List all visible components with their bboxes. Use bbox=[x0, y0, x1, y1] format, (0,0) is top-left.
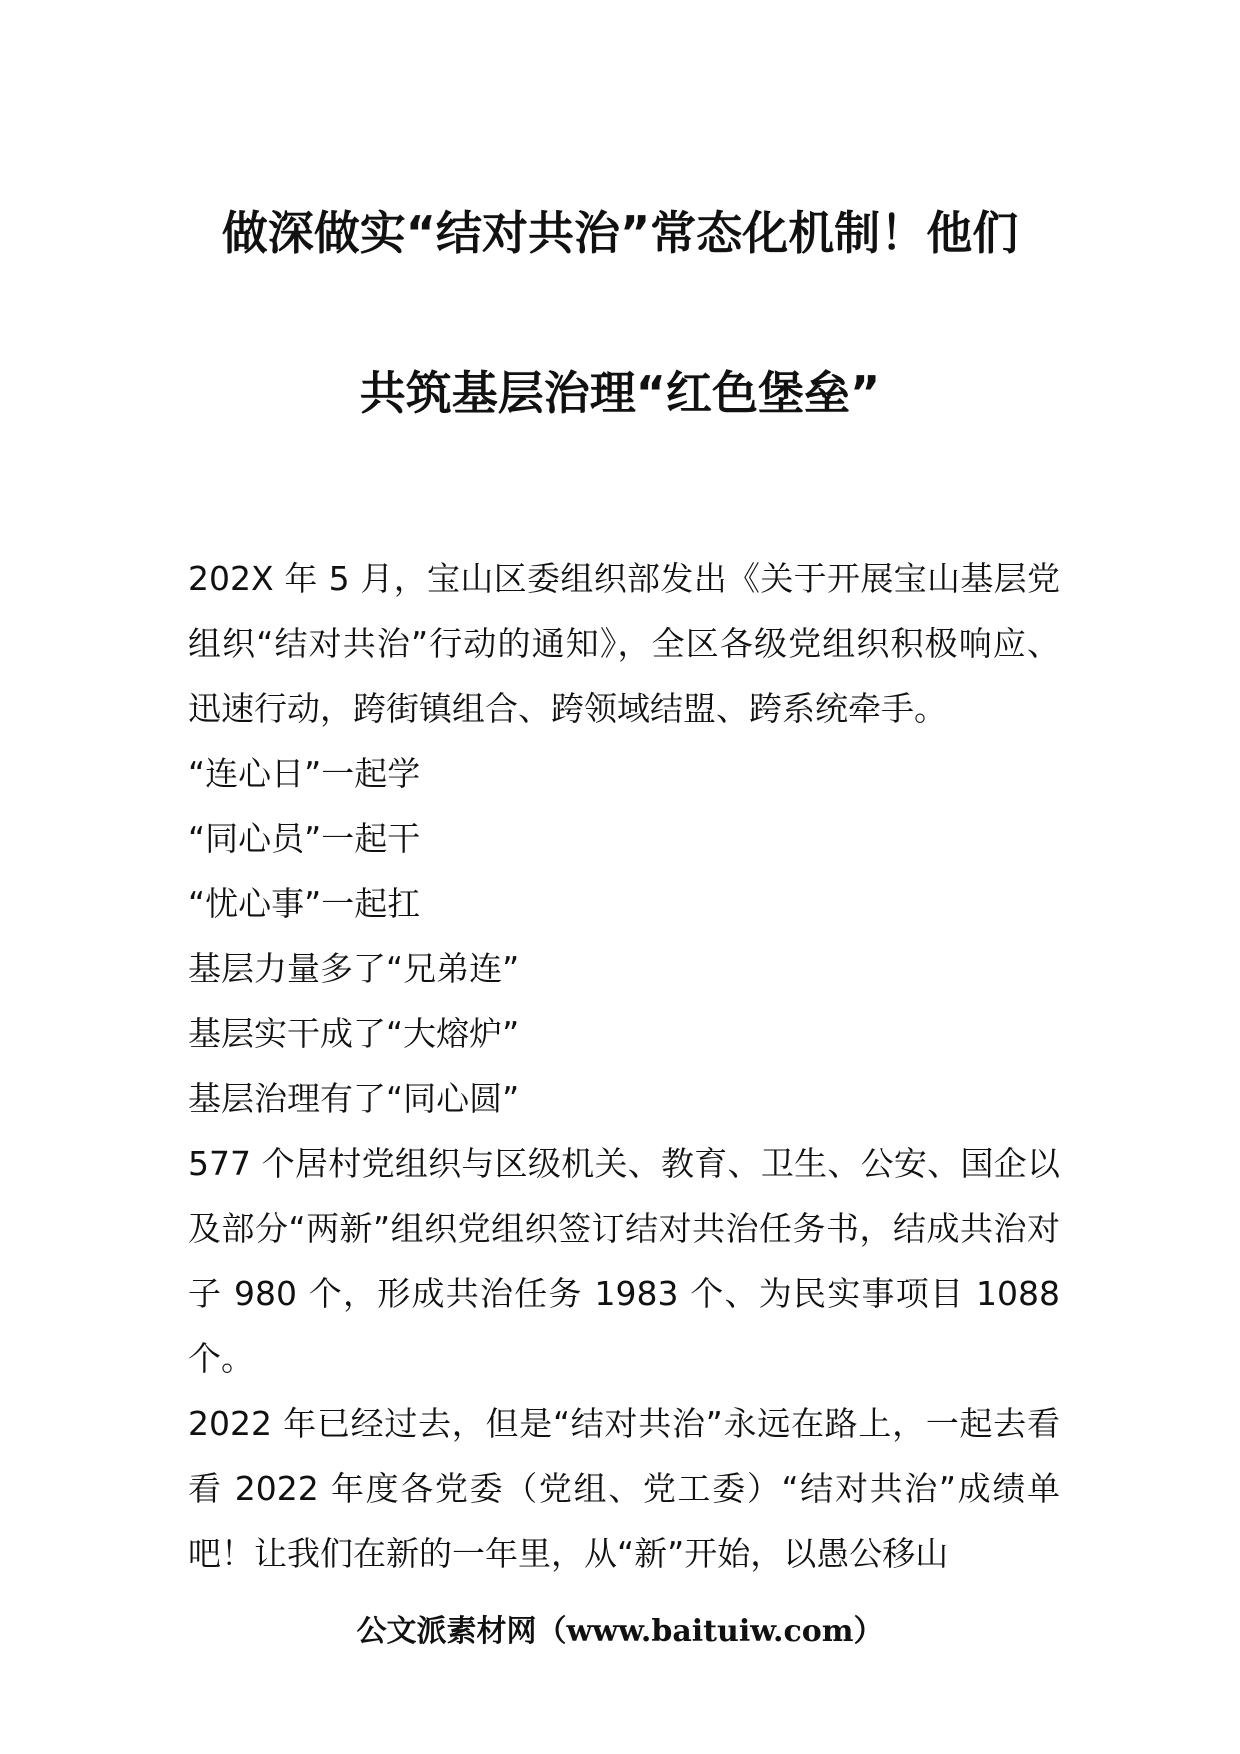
paragraph: 基层力量多了“兄弟连” bbox=[188, 949, 520, 988]
paragraph: 577 个居村党组织与区级机关、教育、卫生、公安、国企以及部分“两新”组织党组织签订结对共治任务书，结成共治对子 980 个，形成共治任务 1983 个、为民实事项目 1088 个。 bbox=[188, 1144, 1060, 1378]
paragraph: “连心日”一起学 bbox=[188, 754, 421, 793]
paragraph: 基层实干成了“大熔炉” bbox=[188, 1014, 520, 1053]
page-footer: 公文派素材网（www.baituiw.com） bbox=[356, 1614, 884, 1649]
paragraph: 202X 年 5 月，宝山区委组织部发出《关于开展宝山基层党组织“结对共治”行动的通知》，全区各级党组织积极响应、迅速行动，跨街镇组合、跨领域结盟、跨系统牵手。 bbox=[188, 559, 1060, 728]
paragraph: “忧心事”一起扛 bbox=[188, 884, 421, 923]
document-title-line-1: 做深做实“结对共治”常态化机制！他们 bbox=[221, 206, 1019, 260]
document-title-line-2: 共筑基层治理“红色堡垒” bbox=[359, 366, 881, 420]
document-body bbox=[188, 546, 1060, 1586]
paragraph: 2022 年已经过去，但是“结对共治”永远在路上，一起去看看 2022 年度各党委（党组、党工委）“结对共治”成绩单吧！让我们在新的一年里，从“新”开始，以愚公移山 bbox=[188, 1404, 1060, 1573]
paragraph: “同心员”一起干 bbox=[188, 819, 421, 858]
paragraph: 基层治理有了“同心圆” bbox=[188, 1079, 520, 1118]
